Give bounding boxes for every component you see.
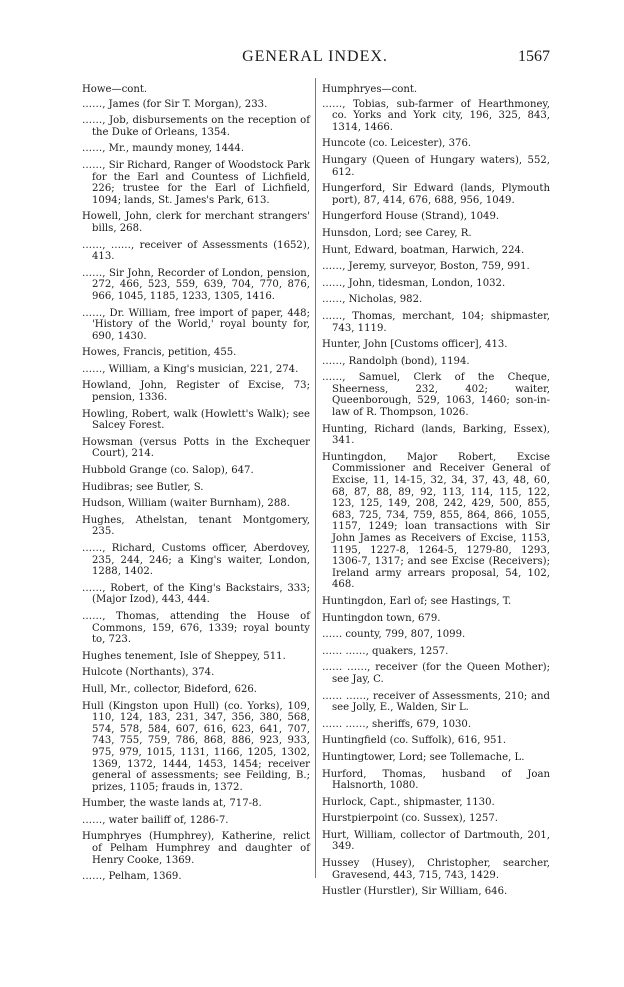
index-column-right xyxy=(322,84,550,903)
index-entry: ……, Dr. William, free import of paper, 448; 'History of the World,' royal bounty for, 690, 1430. xyxy=(82,307,310,342)
index-entry: Huncote (co. Leicester), 376. xyxy=(322,138,472,150)
index-entry: Huntingfield (co. Suffolk), 616, 951. xyxy=(322,735,507,747)
index-entry: ……, Thomas, attending the House of Commons, 159, 676, 1339; royal bounty to, 723. xyxy=(82,610,310,646)
index-entry: Hughes, Athelstan, tenant Montgomery, 235. xyxy=(82,514,310,538)
index-entry: Hudson, William (waiter Burnham), 288. xyxy=(82,498,290,510)
index-entry: Howes, Francis, petition, 455. xyxy=(82,347,237,359)
index-entry: …… ……, receiver of Assessments, 210; and see Jolly, E., Walden, Sir L. xyxy=(322,690,550,714)
index-entry: Howell, John, clerk for merchant strangers' bills, 268. xyxy=(82,211,310,234)
page-number: 1567 xyxy=(518,48,550,65)
index-entry: Hurt, William, collector of Dartmouth, 201, 349. xyxy=(322,829,550,853)
index-entry: Humphryes (Humphrey), Katherine, relict of Pelham Humphrey and daughter of Henry Cooke, 1369. xyxy=(82,831,310,866)
index-entry: Huntingdon, Earl of; see Hastings, T. xyxy=(322,595,512,607)
index-entry: ……, Pelham, 1369. xyxy=(82,871,182,883)
index-entry: ……, water bailiff of, 1286-7. xyxy=(82,814,229,826)
index-entry: Hunt, Edward, boatman, Harwich, 224. xyxy=(322,244,525,256)
index-entry: …… ……, sheriffs, 679, 1030. xyxy=(322,718,472,730)
index-entry: ……, ……, receiver of Assessments (1652), 413. xyxy=(82,239,310,263)
page-header xyxy=(80,48,550,68)
index-entry: ……, John, tidesman, London, 1032. xyxy=(322,277,506,289)
index-entry: …… ……, quakers, 1257. xyxy=(322,645,449,657)
index-entry: …… county, 799, 807, 1099. xyxy=(322,629,466,641)
index-entry: Huntingdon, Major Robert, Excise Commissioner and Receiver General of Excise, 11, 14-15, 32, 34, 37, 43, 48, 60, 68, 87, 88, 89, 92, 113, 114, 115, 122, 123, 125, 149, 208, 242, 429, 500, 855, 683, 725, 734, 759, 855, 864, 866, 1055, 1157, 1249; loan transactions with Sir John James as Receivers of Excise, 1153, 1195, 1227-8, 1264-5, 1279-80, 1293, 1306-7, 1317; and see Excise (Receivers); Ireland army arrears proposal, 54, 102, 468. xyxy=(322,451,550,591)
index-entry: Hudibras; see Butler, S. xyxy=(82,481,204,493)
index-entry: Hungary (Queen of Hungary waters), 552, 612. xyxy=(322,154,550,178)
index-entry: ……, Nicholas, 982. xyxy=(322,294,423,306)
index-entry: Hull, Mr., collector, Bideford, 626. xyxy=(82,683,258,695)
index-entry: ……, Mr., maundy money, 1444. xyxy=(82,143,245,155)
index-entry: Hurstpierpoint (co. Sussex), 1257. xyxy=(322,813,498,825)
index-entry: Hunsdon, Lord; see Carey, R. xyxy=(322,227,472,239)
index-entry: Hurford, Thomas, husband of Joan Halsnorth, 1080. xyxy=(322,768,550,792)
index-entry: ……, Sir Richard, Ranger of Woodstock Park for the Earl and Countess of Lichfield, 226; trustee for the Earl of Lichfield, 1094; lands, St. James's Park, 613. xyxy=(82,159,310,206)
index-entry: Hungerford House (Strand), 1049. xyxy=(322,211,500,223)
index-entry: Huntingtower, Lord; see Tollemache, L. xyxy=(322,751,525,763)
index-entry: Humber, the waste lands at, 717-8. xyxy=(82,798,262,810)
index-entry: Howland, John, Register of Excise, 73; pension, 1336. xyxy=(82,380,310,404)
column-divider xyxy=(315,78,316,878)
index-entry: Howsman (versus Potts in the Exchequer Court), 214. xyxy=(82,436,310,460)
index-entry: Hughes tenement, Isle of Sheppey, 511. xyxy=(82,650,286,662)
index-entry: …… ……, receiver (for the Queen Mother); see Jay, C. xyxy=(322,662,550,685)
index-entry: ……, William, a King's musician, 221, 274. xyxy=(82,363,299,375)
running-head: GENERAL INDEX. xyxy=(242,48,388,65)
index-entry: Hull (Kingston upon Hull) (co. Yorks), 109, 110, 124, 183, 231, 347, 356, 380, 568, 574, 578, 584, 607, 616, 623, 641, 707, 743, 755, 759, 786, 868, 886, 923, 933, 975, 979, 1015, 1131, 1166, 1205, 1302, 1369, 1372, 1444, 1453, 1454; receiver general of assessments; see Feilding, B.; prizes, 1105; frauds in, 1372. xyxy=(82,700,310,793)
index-entry: ……, Robert, of the King's Backstairs, 333; (Major Izod), 443, 444. xyxy=(82,582,310,606)
index-column-left xyxy=(82,84,310,888)
index-entry: ……, Jeremy, surveyor, Boston, 759, 991. xyxy=(322,261,530,273)
index-entry: ……, James (for Sir T. Morgan), 233. xyxy=(82,98,268,110)
index-entry: Hustler (Hurstler), Sir William, 646. xyxy=(322,886,508,898)
index-entry: Howe—cont. xyxy=(82,84,148,95)
index-entry: ……, Job, disbursements on the reception of the Duke of Orleans, 1354. xyxy=(82,115,310,138)
index-entry: Hunter, John [Customs officer], 413. xyxy=(322,339,508,351)
index-entry: Hubbold Grange (co. Salop), 647. xyxy=(82,465,254,477)
index-entry: ……, Tobias, sub-farmer of Hearthmoney, co. Yorks and York city, 196, 325, 843, 1314, 1466. xyxy=(322,98,550,133)
index-entry: ……, Richard, Customs officer, Aberdovey, 235, 244, 246; a King's waiter, London, 1288, 1402. xyxy=(82,543,310,578)
index-entry: Hurlock, Capt., shipmaster, 1130. xyxy=(322,796,495,808)
index-entry: ……, Thomas, merchant, 104; shipmaster, 743, 1119. xyxy=(322,310,550,334)
index-entry: ……, Sir John, Recorder of London, pension, 272, 466, 523, 559, 639, 704, 770, 876, 966, 1045, 1185, 1233, 1305, 1416. xyxy=(82,267,310,302)
index-entry: Howling, Robert, walk (Howlett's Walk); see Salcey Forest. xyxy=(82,408,310,432)
index-entry: Hungerford, Sir Edward (lands, Plymouth port), 87, 414, 676, 688, 956, 1049. xyxy=(322,183,550,206)
index-entry: Hulcote (Northants), 374. xyxy=(82,667,215,679)
index-entry: Humphryes—cont. xyxy=(322,84,418,95)
index-entry: Hunting, Richard (lands, Barking, Essex), 341. xyxy=(322,423,550,447)
index-entry: Huntingdon town, 679. xyxy=(322,612,441,624)
index-entry: Hussey (Husey), Christopher, searcher, Gravesend, 443, 715, 743, 1429. xyxy=(322,858,550,881)
index-entry: ……, Samuel, Clerk of the Cheque, Sheerness, 232, 402; waiter, Queenborough, 529, 1063, 1460; son-in-law of R. Thompson, 1026. xyxy=(322,372,550,419)
index-entry: ……, Randolph (bond), 1194. xyxy=(322,355,470,367)
